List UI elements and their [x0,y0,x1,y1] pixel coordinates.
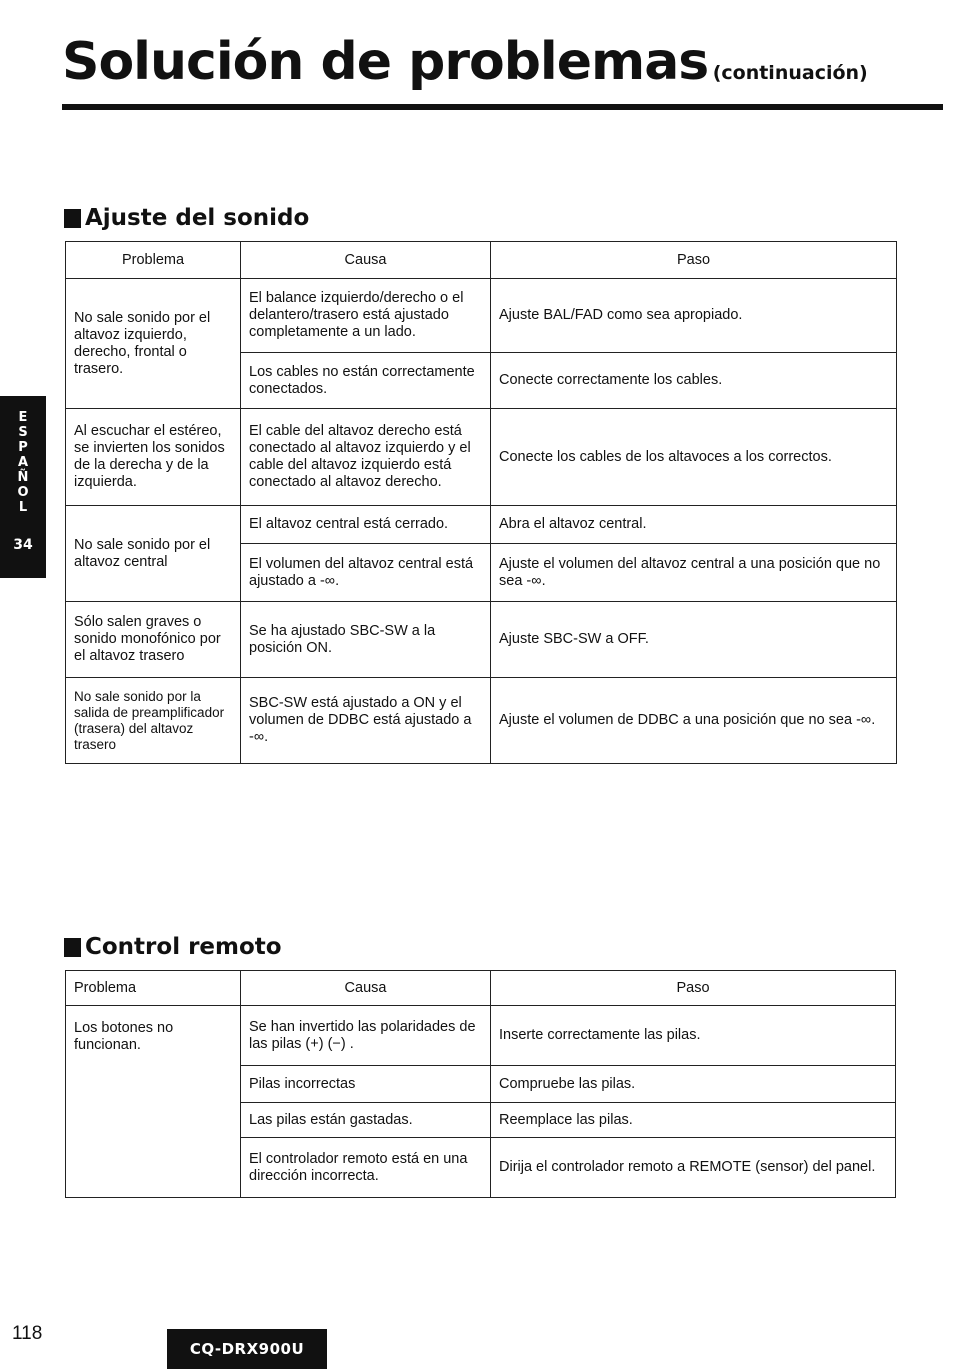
troubleshooting-table-sound [65,241,897,764]
table-row [66,1006,896,1066]
troubleshooting-table-remote [65,970,896,1198]
language-letter: A [17,455,29,470]
step-cell: Inserte correctamente las pilas. [491,1006,896,1066]
cause-cell: Los cables no están correctamente conectados. [241,353,491,409]
language-letter: O [17,485,29,500]
step-cell: Abra el altavoz central. [491,506,897,544]
step-cell: Dirija el controlador remoto a REMOTE (sensor) del panel. [491,1138,896,1198]
square-bullet-icon [64,938,81,957]
language-side-tab [0,396,46,578]
problem-cell: No sale sonido por la salida de preamplificador (trasera) del altavoz trasero [66,678,241,764]
problem-cell: Sólo salen graves o sonido monofónico por el altavoz trasero [66,602,241,678]
cause-cell: Pilas incorrectas [241,1066,491,1103]
step-cell: Compruebe las pilas. [491,1066,896,1103]
table-row [66,602,897,678]
problem-cell: No sale sonido por el altavoz izquierdo, derecho, frontal o trasero. [66,279,241,409]
column-header: Paso [491,242,897,279]
column-header: Causa [241,242,491,279]
model-badge: CQ-DRX900U [167,1329,327,1369]
cause-cell: Se han invertido las polaridades de las pilas (+) (−) . [241,1006,491,1066]
problem-cell: Al escuchar el estéreo, se invierten los sonidos de la derecha y de la izquierda. [66,409,241,506]
step-cell: Conecte los cables de los altavoces a los correctos. [491,409,897,506]
column-header: Problema [66,242,241,279]
page-number: 118 [12,1323,43,1344]
language-letter: L [18,500,28,515]
table-header-row [66,242,897,279]
table-row [66,409,897,506]
language-letter: Ñ [17,470,29,485]
cause-cell: Las pilas están gastadas. [241,1103,491,1138]
step-cell: Ajuste el volumen de DDBC a una posición que no sea -∞. [491,678,897,764]
cause-cell: El controlador remoto está en una dirección incorrecta. [241,1138,491,1198]
table-row [66,678,897,764]
page-title-sub: (continuación) [712,62,868,84]
column-header: Paso [491,971,896,1006]
language-letter: E [18,410,28,425]
cause-cell: El cable del altavoz derecho está conectado al altavoz izquierdo y el cable del altavoz izquierdo está conectado al altavoz derecho. [241,409,491,506]
cause-cell: SBC-SW está ajustado a ON y el volumen de DDBC está ajustado a -∞. [241,678,491,764]
language-letter: S [18,425,28,440]
step-cell: Reemplace las pilas. [491,1103,896,1138]
step-cell: Conecte correctamente los cables. [491,353,897,409]
cause-cell: Se ha ajustado SBC-SW a la posición ON. [241,602,491,678]
cause-cell: El balance izquierdo/derecho o el delantero/trasero está ajustado completamente a un lado. [241,279,491,353]
page-title [62,32,868,92]
table-header-row [66,971,896,1006]
language-letters [17,410,28,515]
section-heading-text: Ajuste del sonido [85,205,310,231]
cause-cell: El altavoz central está cerrado. [241,506,491,544]
problem-cell: No sale sonido por el altavoz central [66,506,241,602]
page-title-main: Solución de problemas [62,32,709,92]
step-cell: Ajuste BAL/FAD como sea apropiado. [491,279,897,353]
column-header: Causa [241,971,491,1006]
section-page-number: 34 [13,537,33,553]
title-divider [62,104,943,110]
table-row [66,506,897,544]
section-heading-sound [64,205,309,231]
step-cell: Ajuste SBC-SW a OFF. [491,602,897,678]
section-heading-text: Control remoto [85,934,282,960]
cause-cell: El volumen del altavoz central está ajustado a -∞. [241,544,491,602]
section-heading-remote [64,934,282,960]
square-bullet-icon [64,209,81,228]
column-header: Problema [66,971,241,1006]
language-letter: P [18,440,28,455]
problem-cell: Los botones no funcionan. [66,1006,241,1198]
step-cell: Ajuste el volumen del altavoz central a una posición que no sea -∞. [491,544,897,602]
table-row [66,279,897,353]
